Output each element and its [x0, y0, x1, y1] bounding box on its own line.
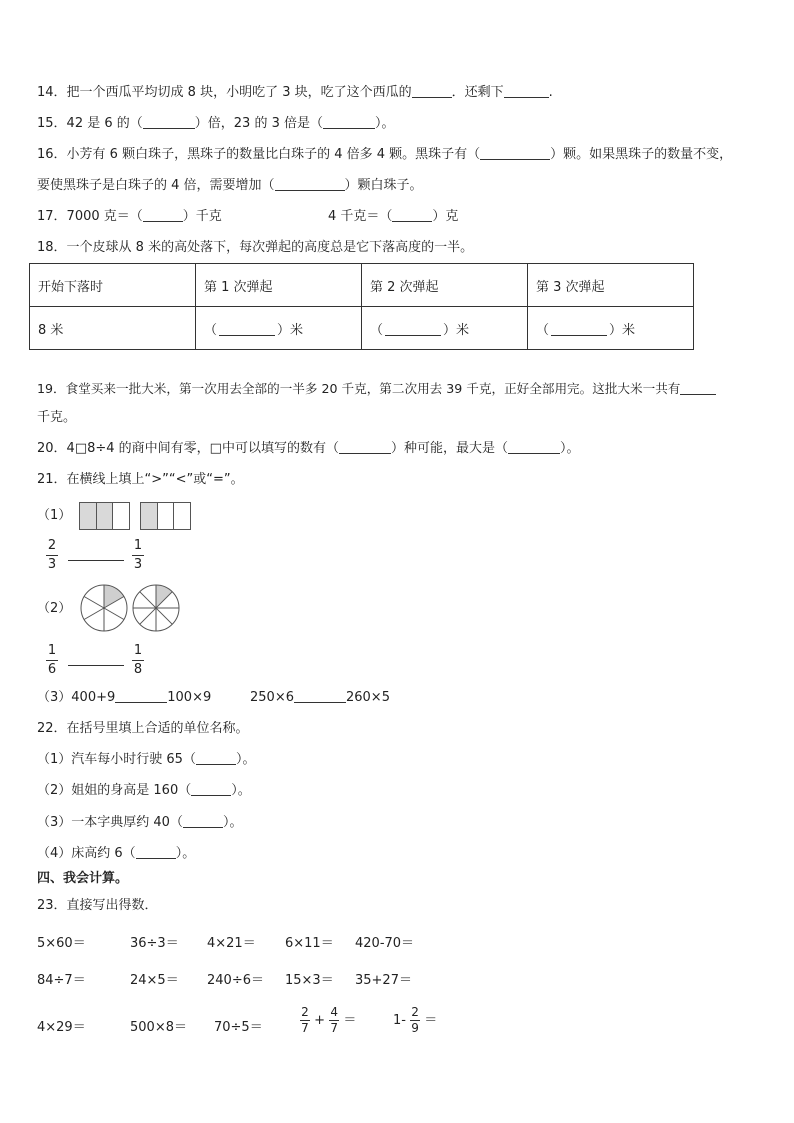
fraction-strip-two-thirds — [79, 502, 130, 530]
section-heading: 四、我会计算。 — [37, 871, 129, 886]
bounce-table — [29, 263, 694, 350]
denominator: 3 — [47, 557, 57, 572]
denominator: 7 — [330, 1021, 338, 1035]
calc-fraction-addition — [300, 1005, 356, 1036]
question-text: ）。 — [235, 752, 256, 767]
calc-item: 4×29＝ — [37, 1020, 86, 1035]
denominator: 7 — [301, 1021, 309, 1035]
calc-item: 6×11＝ — [285, 936, 334, 951]
numerator: 1 — [133, 538, 143, 553]
circle-eighths-shaded-one — [132, 584, 180, 632]
expression: 1- — [393, 1013, 406, 1028]
question-text: 要使黑珠子是白珠子的 4 倍，需要增加（ — [37, 178, 275, 193]
question-22: 22．在括号里填上合适的单位名称。 — [37, 721, 249, 736]
answer-blank[interactable] — [323, 115, 375, 129]
question-text: 4 千克＝（ — [328, 209, 393, 224]
question-text: ）。 — [559, 441, 580, 456]
answer-blank[interactable] — [136, 845, 176, 859]
answer-blank[interactable] — [680, 381, 716, 395]
shaded-part — [141, 503, 158, 529]
equals: ＝ — [424, 1013, 438, 1028]
calc-item: 84÷7＝ — [37, 973, 86, 988]
paren: （ — [370, 322, 384, 338]
denominator: 8 — [133, 662, 143, 677]
calc-item: 500×8＝ — [130, 1020, 187, 1035]
shaded-part — [80, 503, 97, 529]
question-21: 21．在横线上填上“>”“<”或“=”。 — [37, 472, 244, 487]
fraction — [410, 1005, 420, 1036]
empty-part — [158, 503, 175, 529]
question-22-item — [37, 845, 195, 863]
calc-item: 36÷3＝ — [130, 936, 179, 951]
question-16-line-2 — [37, 177, 423, 195]
question-22-item — [37, 814, 242, 832]
answer-blank[interactable] — [508, 440, 560, 454]
operator: + — [314, 1013, 326, 1028]
answer-blank[interactable] — [183, 814, 223, 828]
table-cell: 8 米 — [30, 307, 196, 350]
expression: 260×5 — [345, 690, 390, 705]
numerator: 2 — [411, 1005, 419, 1019]
unit: ）米 — [277, 322, 304, 338]
question-text: ）倍，23 的 3 倍是（ — [194, 116, 323, 131]
question-text: 20．4□8÷4 的商中间有零，□中可以填写的数有（ — [37, 441, 339, 456]
paren: （ — [536, 322, 550, 338]
fraction — [45, 642, 59, 679]
table-cell — [528, 307, 694, 350]
fraction — [300, 1005, 310, 1036]
answer-blank[interactable] — [339, 440, 391, 454]
denominator: 9 — [411, 1021, 419, 1035]
numerator: 1 — [47, 643, 57, 658]
question-text: ）颗。如果黑珠子的数量不变， — [550, 147, 733, 162]
question-text: ）。 — [222, 815, 243, 830]
unit: ）米 — [443, 322, 470, 338]
question-22-item — [37, 782, 251, 800]
table-row — [30, 307, 694, 350]
question-text: ．还剩下 — [451, 85, 504, 100]
answer-blank[interactable] — [412, 84, 452, 98]
circle-sixths-shaded-one — [80, 584, 128, 632]
table-cell — [196, 307, 362, 350]
numerator: 2 — [301, 1005, 309, 1019]
question-text: ）。 — [231, 783, 251, 798]
answer-blank[interactable] — [219, 322, 275, 336]
question-text: ）。 — [175, 846, 196, 861]
question-text: ）颗白珠子。 — [344, 178, 423, 193]
equals: ＝ — [343, 1013, 357, 1028]
question-text: ）克 — [432, 209, 459, 224]
empty-part — [174, 503, 190, 529]
question-text: ）千克 — [182, 209, 222, 224]
question-text: 14．把一个西瓜平均切成 8 块，小明吃了 3 块，吃了这个西瓜的 — [37, 85, 412, 100]
calc-item: 35+27＝ — [355, 973, 412, 988]
answer-blank[interactable] — [143, 115, 195, 129]
table-header-cell: 第 3 次弹起 — [528, 264, 694, 307]
numerator: 4 — [330, 1005, 338, 1019]
part-label: （2） — [37, 601, 72, 616]
part-3b — [250, 689, 390, 707]
question-14 — [37, 84, 553, 102]
question-text: ）种可能，最大是（ — [390, 441, 508, 456]
unit: ）米 — [609, 322, 636, 338]
table-header-cell: 第 2 次弹起 — [362, 264, 528, 307]
table-header-cell: 开始下落时 — [30, 264, 196, 307]
calc-item: 70÷5＝ — [214, 1020, 263, 1035]
expression: 400+9 — [71, 690, 116, 705]
question-text: ）。 — [374, 116, 395, 131]
question-20 — [37, 440, 579, 458]
fraction — [131, 537, 145, 574]
table-row — [30, 264, 694, 307]
answer-blank[interactable] — [196, 751, 236, 765]
question-18: 18．一个皮球从 8 米的高处落下，每次弹起的高度总是它下落高度的一半。 — [37, 240, 474, 255]
empty-part — [113, 503, 129, 529]
question-text: （3）一本字典厚约 40（ — [37, 815, 183, 830]
question-text: 15．42 是 6 的（ — [37, 116, 143, 131]
question-text: 17．7000 克＝（ — [37, 209, 143, 224]
compare-blank[interactable] — [68, 560, 124, 561]
fraction — [45, 537, 59, 574]
part-label: （3） — [37, 690, 72, 705]
answer-blank[interactable] — [143, 208, 183, 222]
expression: 250×6 — [250, 690, 294, 705]
question-17-part-2 — [328, 208, 458, 226]
denominator: 6 — [47, 662, 57, 677]
question-text: （4）床高约 6（ — [37, 846, 136, 861]
question-text: 16．小芳有 6 颗白珠子，黑珠子的数量比白珠子的 4 倍多 4 颗。黑珠子有（ — [37, 147, 481, 162]
calc-item: 420-70＝ — [355, 936, 415, 951]
compare-blank[interactable] — [294, 689, 346, 703]
denominator: 3 — [133, 557, 143, 572]
calc-item: 240÷6＝ — [207, 973, 264, 988]
calc-item: 24×5＝ — [130, 973, 179, 988]
table-header-cell: 第 1 次弹起 — [196, 264, 362, 307]
question-17 — [37, 208, 222, 226]
question-19-line-2: 千克。 — [37, 410, 77, 425]
answer-blank[interactable] — [191, 782, 231, 796]
numerator: 2 — [47, 538, 57, 553]
answer-blank[interactable] — [385, 322, 441, 336]
paren: （ — [204, 322, 218, 338]
question-23: 23．直接写出得数． — [37, 898, 158, 913]
fraction — [131, 642, 145, 679]
calc-item: 4×21＝ — [207, 936, 256, 951]
question-15 — [37, 115, 395, 133]
compare-blank[interactable] — [68, 665, 124, 666]
answer-blank[interactable] — [551, 322, 607, 336]
table-cell — [362, 307, 528, 350]
question-text: 19．食堂买来一批大米，第一次用去全部的一半多 20 千克，第二次用去 39 千克，正好全部用完。这批大米一共有 — [37, 381, 681, 396]
numerator: 1 — [133, 643, 143, 658]
question-22-item — [37, 751, 255, 769]
shaded-part — [97, 503, 114, 529]
compare-blank[interactable] — [115, 689, 167, 703]
fraction — [329, 1005, 339, 1036]
part-3 — [37, 689, 211, 707]
fraction-strip-one-third — [140, 502, 191, 530]
answer-blank[interactable] — [392, 208, 432, 222]
calc-fraction-subtraction — [393, 1005, 437, 1036]
question-16 — [37, 146, 732, 164]
expression: 100×9 — [167, 690, 212, 705]
question-text: （1）汽车每小时行驶 65（ — [37, 752, 196, 767]
part-label: （1） — [37, 508, 72, 523]
answer-blank[interactable] — [275, 177, 345, 191]
calc-item: 5×60＝ — [37, 936, 86, 951]
question-text: . — [548, 85, 553, 100]
question-19 — [37, 380, 716, 398]
answer-blank[interactable] — [480, 146, 550, 160]
calc-item: 15×3＝ — [285, 973, 334, 988]
question-text: （2）姐姐的身高是 160（ — [37, 783, 192, 798]
answer-blank[interactable] — [504, 84, 549, 98]
